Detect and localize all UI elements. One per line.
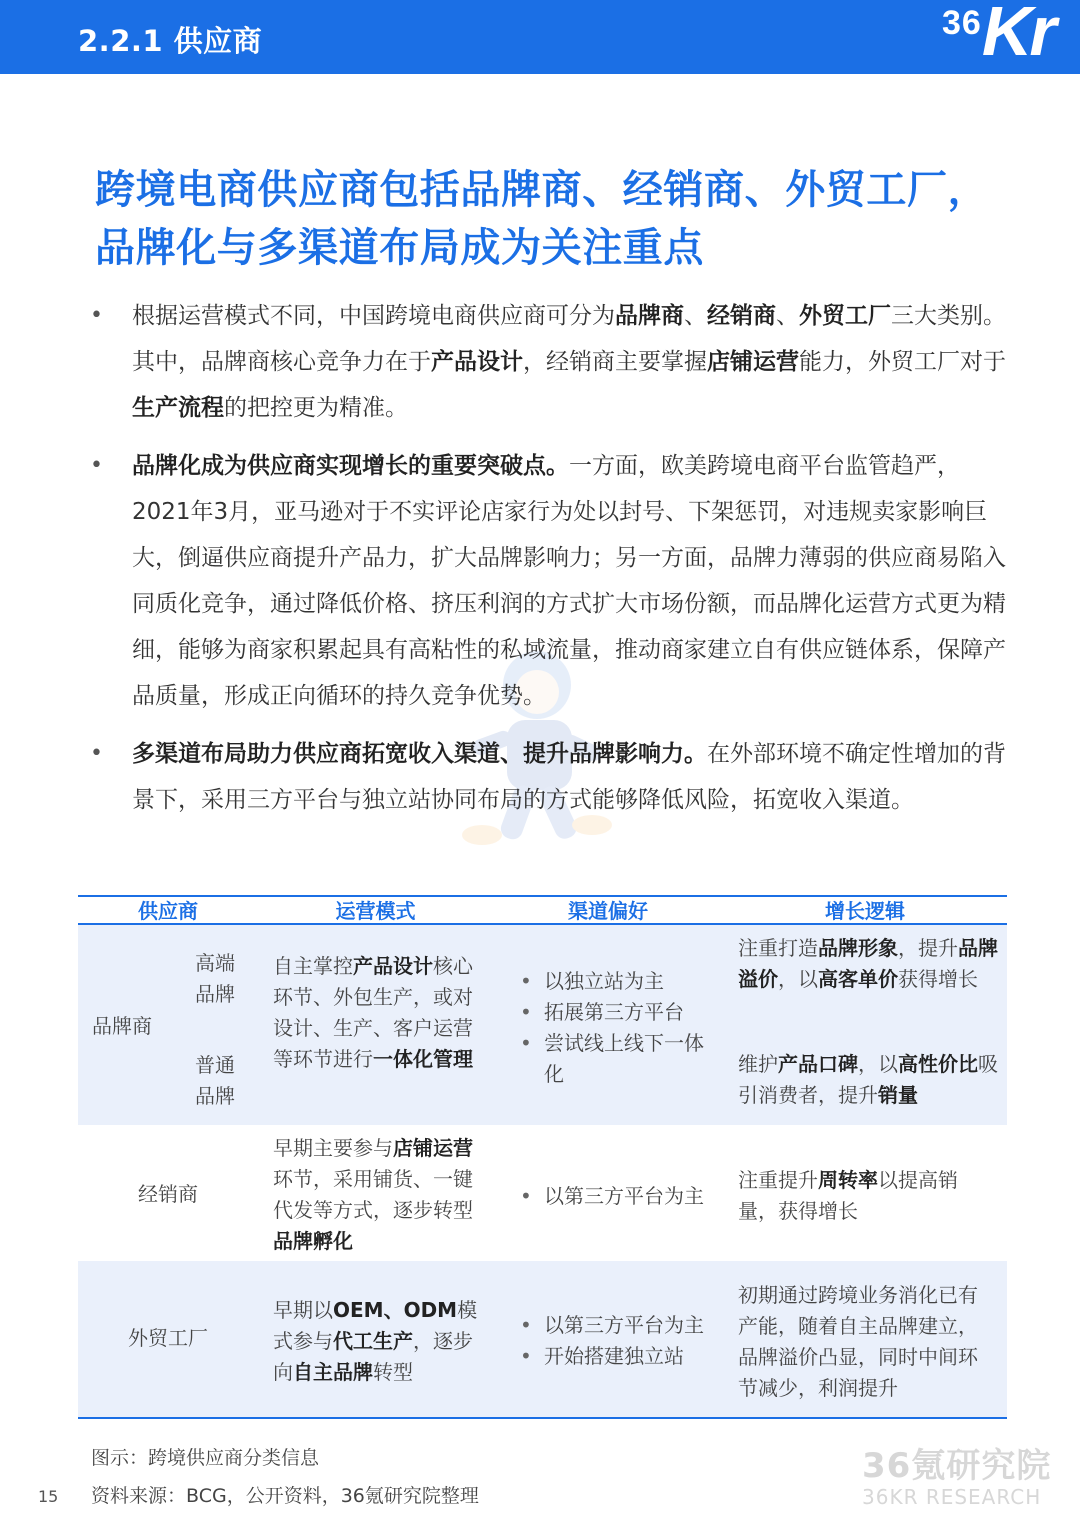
bullet-item: • 品牌化成为供应商实现增长的重要突破点。一方面，欧美跨境电商平台监管趋严，2021年3月，亚马逊对于不实评论店家行为处以封号、下架惩罚，对违规卖家影响巨大，倒逼供应商提升产品力，扩大品牌影响力；另一方面，品牌力薄弱的供应商易陷入同质化竞争，通过降低价格、挤压利润的方式扩大市场份额，而品牌化运营方式更为精细，能够为商家积累起具有高粘性的私域流量，推动商家建立自有供应链体系，保障产品质量，形成正向循环的持久竞争优势。 — [90, 443, 1015, 719]
cell-channel — [493, 1125, 723, 1261]
supplier-subtype: 高端品牌 — [195, 951, 235, 1006]
growth-normal: 维护产品口碑，以高性价比吸引消费者，提升销量 — [738, 1052, 998, 1107]
36kr-logo: $^{36}$Kr — [942, 0, 1054, 70]
bullet-item: • 多渠道布局助力供应商拓宽收入渠道、提升品牌影响力。在外部环境不确定性增加的背景下，采用三方平台与独立站协同布局的方式能够降低风险，拓宽收入渠道。 — [90, 731, 1015, 823]
bullet-list — [90, 293, 1015, 835]
bullet-item: • 根据运营模式不同，中国跨境电商供应商可分为品牌商、经销商、外贸工厂三大类别。其中，品牌商核心竞争力在于产品设计，经销商主要掌握店铺运营能力，外贸工厂对于生产流程的把控更为精准。 — [90, 293, 1015, 431]
brand-en: 36KR RESEARCH — [862, 1485, 1042, 1509]
cell-supplier: 外贸工厂 — [128, 1326, 208, 1350]
page-number: 15 — [38, 1487, 59, 1506]
cell-supplier — [78, 925, 258, 1125]
list-item: • 以第三方平台为主 — [518, 1310, 715, 1341]
cell-growth — [723, 925, 1007, 1125]
cell-mode: 早期主要参与店铺运营环节，采用铺货、一键代发等方式，逐步转型品牌孵化 — [273, 1136, 473, 1253]
list-item: • 以第三方平台为主 — [518, 1181, 715, 1212]
growth-high: 注重打造品牌形象，提升品牌溢价，以高客单价获得增长 — [738, 936, 998, 991]
page-title: 跨境电商供应商包括品牌商、经销商、外贸工厂，品牌化与多渠道布局成为关注重点 — [95, 167, 989, 271]
list-item: • 拓展第三方平台 — [518, 997, 715, 1028]
header-bar — [0, 0, 1080, 74]
supplier-subtype: 普通品牌 — [195, 1053, 235, 1108]
header-mode: 运营模式 — [335, 899, 416, 923]
cell-channel — [493, 1261, 723, 1417]
cell-growth: 注重提升周转率以提高销量，获得增长 — [738, 1168, 958, 1223]
cell-mode: 自主掌控产品设计核心环节、外包生产，或对设计、生产、客户运营等环节进行一体化管理 — [273, 954, 473, 1071]
header-channel: 渠道偏好 — [568, 899, 648, 923]
list-item: • 开始搭建独立站 — [518, 1341, 715, 1372]
supplier-name: 品牌商 — [92, 1014, 152, 1038]
brand-cn: 36氪研究院 — [862, 1446, 1052, 1486]
table-header — [78, 895, 1007, 925]
cell-mode: 早期以OEM、ODM模式参与代工生产，逐步向自主品牌转型 — [273, 1298, 478, 1384]
list-item: • 以独立站为主 — [518, 966, 715, 997]
supplier-table — [78, 895, 1007, 1419]
table-row-factory — [78, 1261, 1007, 1419]
section-title: 2.2.1 供应商 — [78, 24, 263, 58]
cell-channel — [493, 925, 723, 1125]
figure-caption: 图示：跨境供应商分类信息 — [91, 1447, 320, 1469]
source-note: 资料来源：BCG，公开资料，36氪研究院整理 — [91, 1485, 479, 1507]
table-row-brand — [78, 925, 1007, 1125]
table-row-dealer — [78, 1125, 1007, 1261]
list-item: • 尝试线上线下一体化 — [518, 1028, 715, 1090]
cell-supplier: 经销商 — [138, 1182, 198, 1206]
header-supplier: 供应商 — [138, 899, 198, 923]
cell-growth: 初期通过跨境业务消化已有产能，随着自主品牌建立，品牌溢价凸显，同时中间环节减少，利润提升 — [738, 1283, 978, 1400]
header-growth: 增长逻辑 — [825, 899, 905, 923]
brand-watermark — [862, 1438, 1057, 1509]
